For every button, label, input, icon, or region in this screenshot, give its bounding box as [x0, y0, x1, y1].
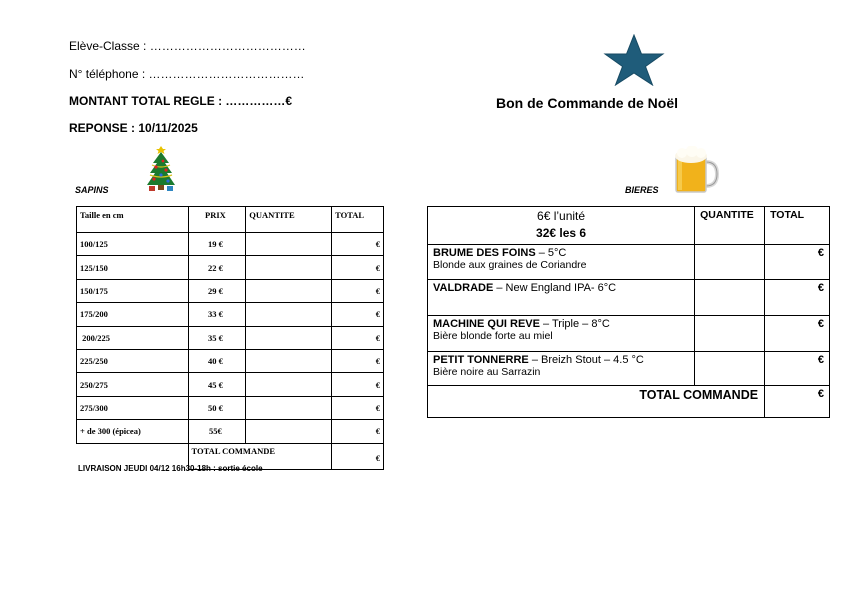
prix-cell: 22 € — [188, 256, 246, 279]
bieres-label: BIERES — [625, 185, 659, 195]
total-cell: € — [332, 256, 384, 279]
taille-cell: 250/275 — [77, 373, 189, 396]
quantite-cell[interactable] — [246, 349, 332, 372]
taille-cell: + de 300 (épicea) — [77, 420, 189, 443]
col-total-header: TOTAL — [332, 207, 384, 233]
total-cell: € — [332, 233, 384, 256]
total-cell: € — [332, 420, 384, 443]
total-cell: € — [332, 396, 384, 419]
bieres-total-row — [428, 386, 830, 418]
biere-detail: – Triple – 8°C — [539, 318, 610, 330]
quantite-cell[interactable] — [695, 352, 765, 386]
prix-cell: 33 € — [188, 303, 246, 326]
quantite-cell[interactable] — [246, 373, 332, 396]
biere-detail: – New England IPA- 6°C — [493, 282, 617, 294]
prix-six-line: 32€ les 6 — [536, 226, 587, 240]
table-row — [77, 303, 384, 326]
biere-detail: – Breizh Stout – 4.5 °C — [528, 354, 644, 366]
table-row — [77, 326, 384, 349]
quantite-cell[interactable] — [695, 316, 765, 352]
prix-cell: 45 € — [188, 373, 246, 396]
total-cell: € — [332, 279, 384, 302]
col-total-header: TOTAL — [765, 207, 830, 245]
biere-desc: Bière noire au Sarrazin — [433, 366, 541, 378]
prix-cell: 50 € — [188, 396, 246, 419]
telephone-field: N° téléphone : ………………………………… — [69, 67, 305, 81]
reponse-date: REPONSE : 10/11/2025 — [69, 121, 198, 135]
taille-cell: 175/200 — [77, 303, 189, 326]
quantite-cell[interactable] — [246, 279, 332, 302]
bieres-table — [427, 206, 830, 418]
biere-desc: Blonde aux graines de Coriandre — [433, 259, 587, 271]
total-commande-value[interactable]: € — [332, 443, 384, 469]
biere-name: BRUME DES FOINS — [433, 247, 536, 259]
table-row — [428, 245, 830, 280]
biere-desc: Bière blonde forte au miel — [433, 330, 553, 342]
total-cell: € — [765, 352, 830, 386]
total-commande-label: TOTAL COMMANDE — [188, 443, 332, 469]
total-cell: € — [765, 316, 830, 352]
taille-cell: 100/125 — [77, 233, 189, 256]
col-taille-header: Taille en cm — [77, 207, 189, 233]
eleve-classe-field: Elève-Classe : ………………………………… — [69, 39, 306, 53]
prix-unite-line: 6€ l’unité — [537, 209, 586, 223]
total-cell: € — [332, 373, 384, 396]
quantite-cell[interactable] — [246, 233, 332, 256]
table-row — [428, 280, 830, 316]
table-row — [77, 256, 384, 279]
table-row — [77, 373, 384, 396]
biere-name: MACHINE QUI REVE — [433, 318, 540, 330]
quantite-cell[interactable] — [246, 256, 332, 279]
prix-cell: 29 € — [188, 279, 246, 302]
prix-cell: 40 € — [188, 349, 246, 372]
col-prix-header: PRIX — [188, 207, 246, 233]
table-row — [428, 352, 830, 386]
table-row — [77, 233, 384, 256]
col-quantite-header: QUANTITE — [246, 207, 332, 233]
table-row — [428, 316, 830, 352]
sapins-header-row — [77, 207, 384, 233]
total-commande-label: TOTAL COMMANDE — [428, 386, 765, 418]
quantite-cell[interactable] — [246, 326, 332, 349]
taille-cell: 150/175 — [77, 279, 189, 302]
biere-cell — [428, 352, 695, 386]
prix-cell: 19 € — [188, 233, 246, 256]
biere-cell — [428, 316, 695, 352]
sapins-label: SAPINS — [75, 185, 109, 195]
taille-cell: 275/300 — [77, 396, 189, 419]
total-commande-value[interactable]: € — [765, 386, 830, 418]
biere-detail: – 5°C — [535, 247, 567, 259]
taille-cell: 225/250 — [77, 349, 189, 372]
taille-cell: 125/150 — [77, 256, 189, 279]
biere-cell — [428, 280, 695, 316]
col-quantite-header: QUANTITE — [695, 207, 765, 245]
total-cell: € — [332, 326, 384, 349]
biere-name: VALDRADE — [433, 282, 494, 294]
total-cell: € — [332, 303, 384, 326]
livraison-note: LIVRAISON JEUDI 04/12 16h30-18h : sortie école — [78, 464, 263, 473]
biere-name: PETIT TONNERRE — [433, 354, 529, 366]
prix-cell: 35 € — [188, 326, 246, 349]
quantite-cell[interactable] — [695, 245, 765, 280]
sapins-table — [76, 206, 384, 470]
table-row — [77, 396, 384, 419]
total-cell: € — [765, 245, 830, 280]
biere-cell — [428, 245, 695, 280]
total-cell: € — [765, 280, 830, 316]
quantite-cell[interactable] — [246, 303, 332, 326]
taille-cell: 200/225 — [77, 326, 189, 349]
star-icon — [603, 34, 665, 86]
montant-total-field: MONTANT TOTAL REGLE : ……………€ — [69, 94, 293, 108]
total-cell: € — [332, 349, 384, 372]
prix-cell: 55€ — [188, 420, 246, 443]
quantite-cell[interactable] — [246, 420, 332, 443]
page-title: Bon de Commande de Noël — [496, 95, 679, 111]
christmas-tree-icon — [144, 145, 178, 193]
quantite-cell[interactable] — [246, 396, 332, 419]
table-row — [77, 349, 384, 372]
table-row — [77, 420, 384, 443]
prix-unite-header — [428, 207, 695, 245]
beer-mug-icon — [672, 146, 720, 194]
table-row — [77, 279, 384, 302]
quantite-cell[interactable] — [695, 280, 765, 316]
bieres-header-row — [428, 207, 830, 245]
